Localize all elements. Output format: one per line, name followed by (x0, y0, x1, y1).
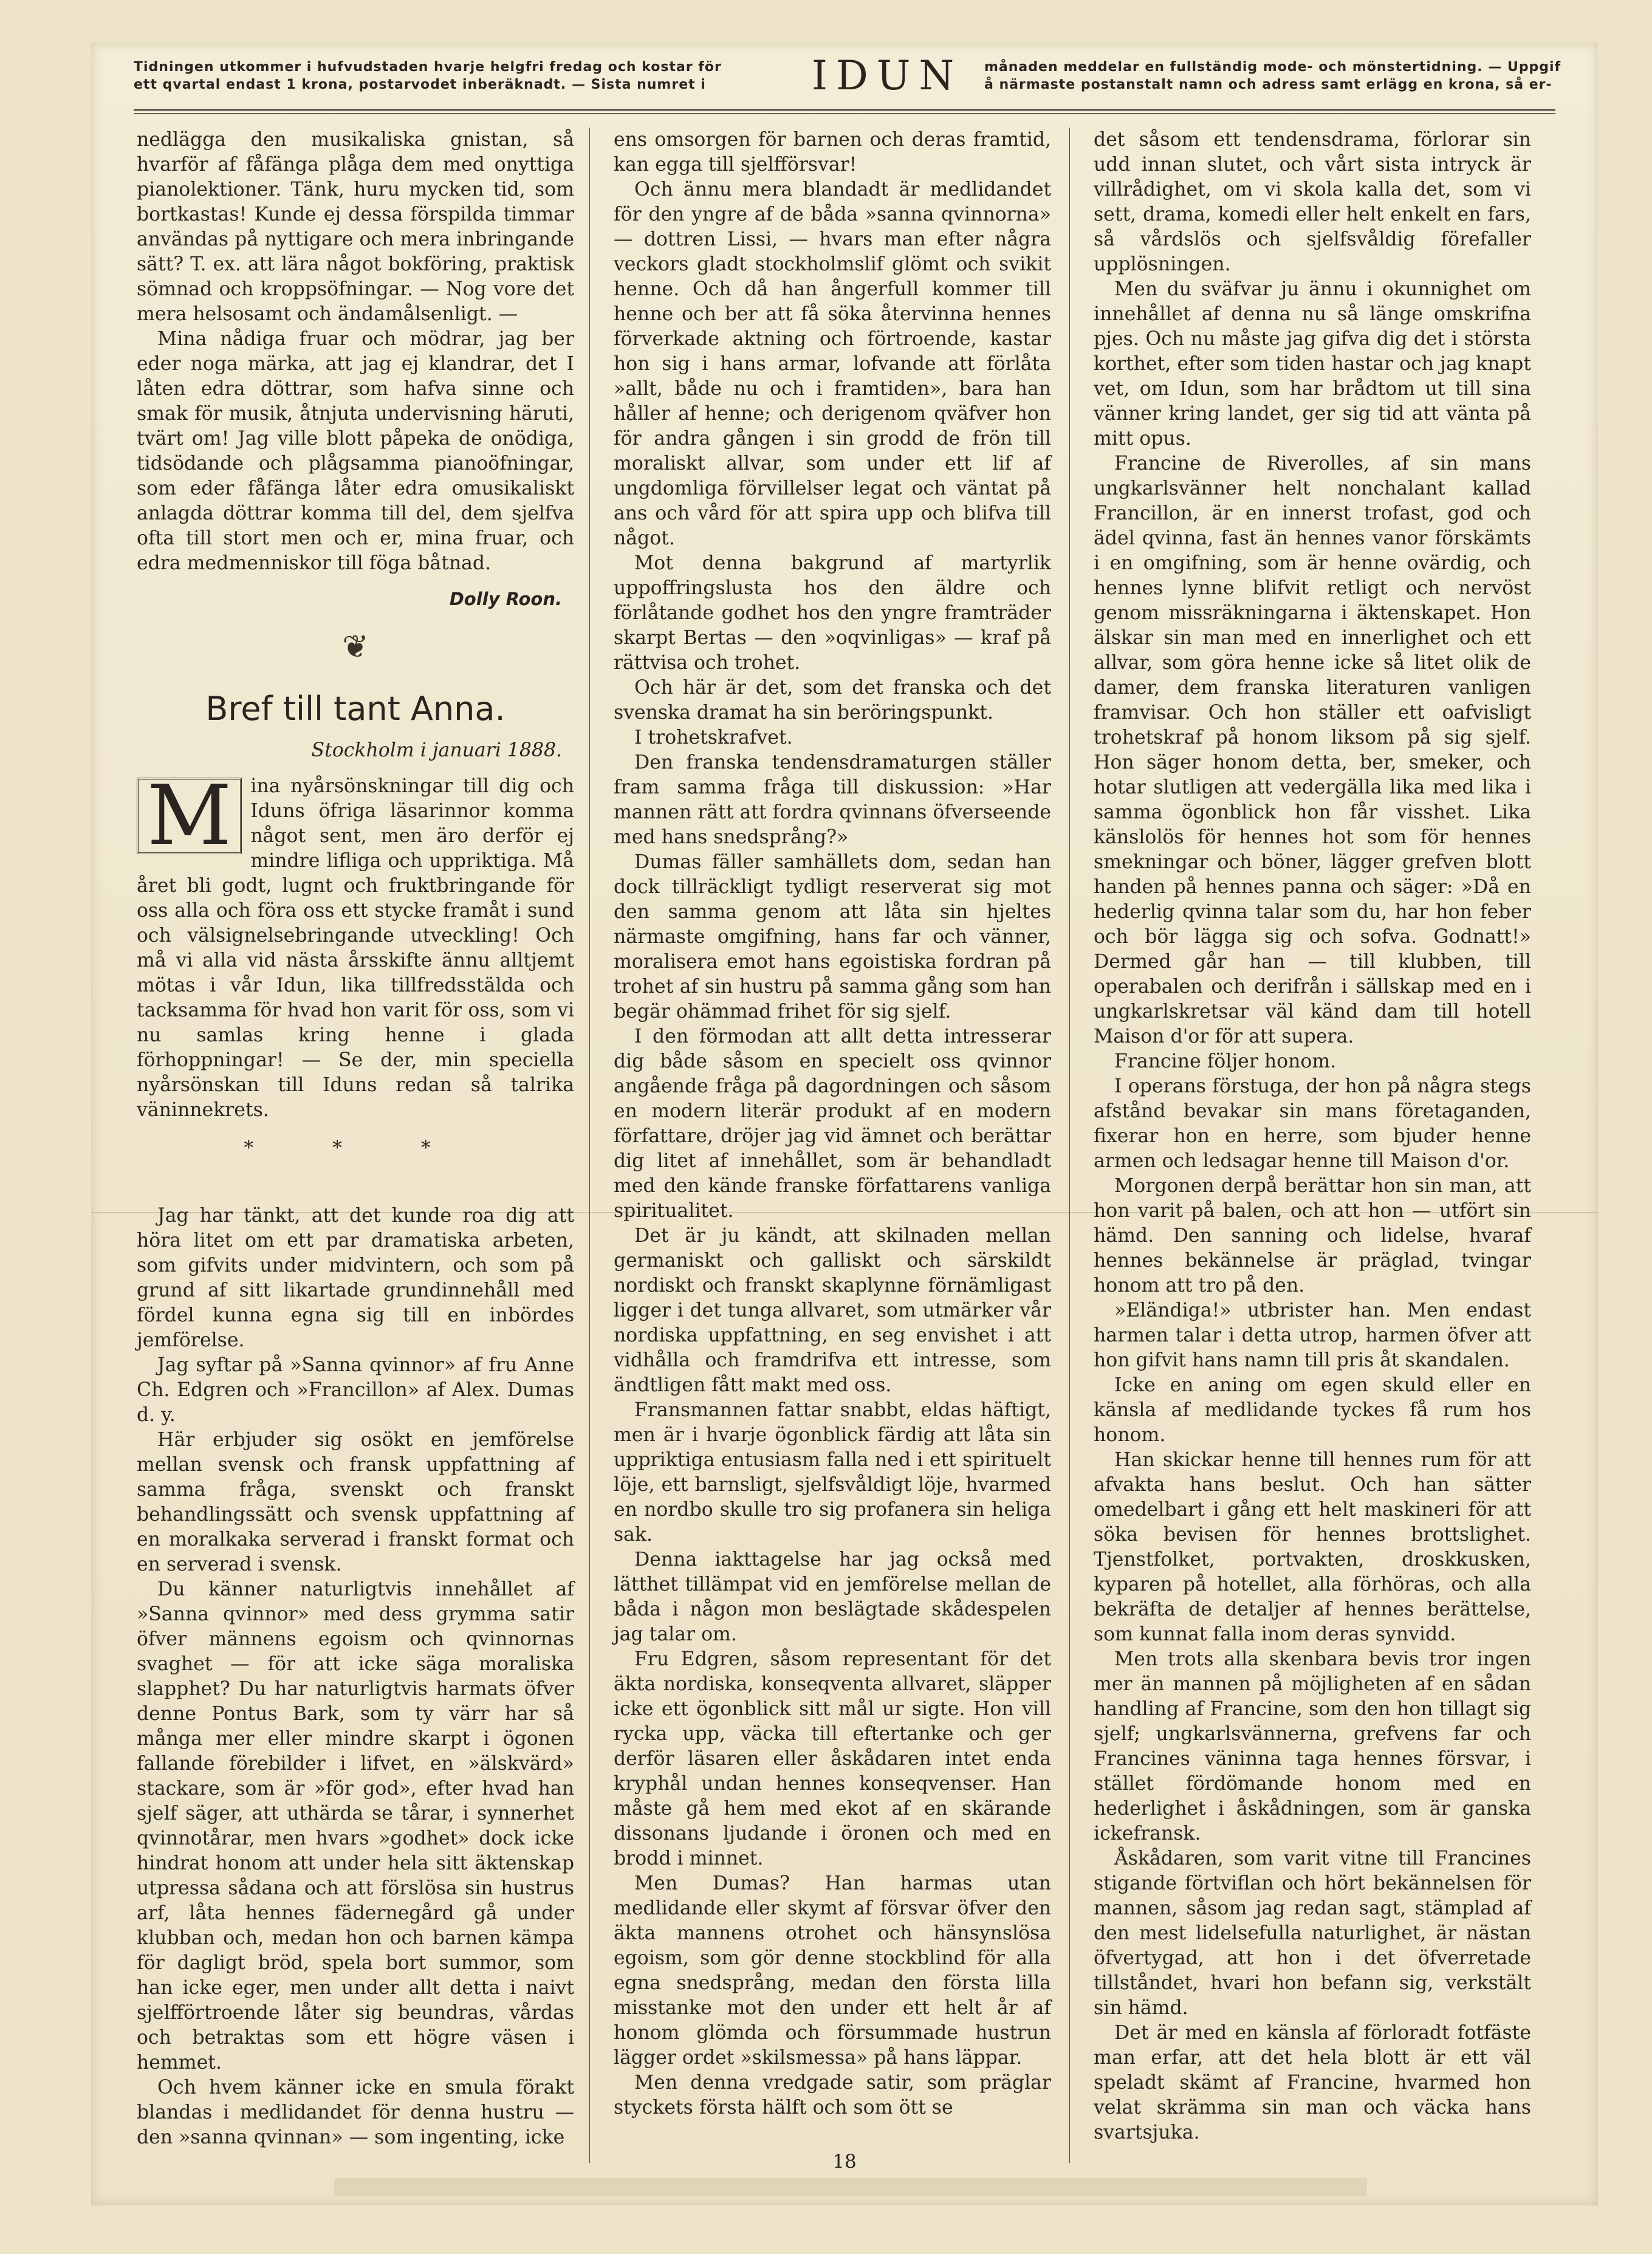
masthead-left-line-1: Tidningen utkommer i hufvudstaden hvarje helgfri fredag och kostar för (134, 60, 722, 75)
bleed-through-band (334, 2178, 1367, 2196)
col2-paragraph-2: Och ännu mera blandadt är medlidandet för den yngre af de båda »sanna qvinnorna» — dottren Lissi, — hvars man efter några veckors gladt stockholmslif glömt och svikit henne. Och då han ångerfull kommer till henne och ber att få söka återvinna hennes förverkade aktning och förtroende, kastar hon sig i hans armar, lofvande att förlåta »allt, både nu och i framtiden», bara han håller af henne; och derigenom qväfver hon för andra gången i sin grodd de frön till moraliskt allvar, som under ett lif af ungdomliga förvillelser legat och väntat på ans och vård för att spira upp och blifva till något. (614, 179, 1051, 549)
newspaper-title: IDUN (811, 52, 963, 99)
col2-paragraph-12: Fru Edgren, såsom representant för det äkta nordiska, konseqventa allvaret, släpper icke ett ögonblick sitt mål ur sigte. Hon vill rycka upp, väcka till eftertanke och ger derför läsaren eller åskådaren intet enda kryphål undan hennes konseqvenser. Han måste gå hem med ekot af en skärande dissonans ljudande i öronen och med en brodd i minnet. (614, 1648, 1051, 1869)
masthead-left-line-2: ett qvartal endast 1 krona, postarvodet inberäknadt. — Sista numret i (134, 77, 706, 92)
col1-paragraph-5: Jag syftar på »Sanna qvinnor» af fru Anne Ch. Edgren och »Francillon» af Alex. Dumas d. y. (137, 1354, 574, 1426)
col3-paragraph-1: det såsom ett tendensdrama, förlorar sin udd innan slutet, och vårt sista intryck är villrådighet, om vi skola kalla det, som vi sett, drama, komedi eller helt enkelt en fars, så vårdslös och sjelfsvåldig förefaller upplösningen. (1094, 129, 1531, 275)
column-1 (137, 128, 574, 2150)
author-signature: Dolly Roon. (449, 589, 562, 609)
section-break-stars: * * * (244, 1137, 467, 1159)
page-number: 18 (832, 2151, 857, 2173)
col3-paragraph-5: I operans förstuga, der hon på några stegs afstånd bevakar sin mans företaganden, fixerar hon en herre, som bjuder henne armen och ledsagar henne till Maison d'or. (1094, 1075, 1531, 1172)
masthead-rule-thin (134, 113, 1555, 114)
col2-paragraph-8: I den förmodan att allt detta intresserar dig både såsom en specielt oss qvinnor angående fråga på dagordningen och såsom en modern literär produkt af en modern författare, dröjer jag vid ämnet och berättar dig litet af innehållet, som är behandladt med den kände franske författarens vanliga spiritualitet. (614, 1026, 1051, 1222)
col2-paragraph-11: Denna iakttagelse har jag också med lätthet tillämpat vid en jemförelse mellan de båda i någon mon beslägtade skådespelen jag talar om. (614, 1549, 1051, 1645)
col2-paragraph-10: Fransmannen fattar snabbt, eldas häftigt, men är i hvarje ögonblick färdig att låta sin uppriktiga entusiasm falla ned i ett spirituelt löje, ett barnsligt, sjelfsvåldigt löje, hvarmed en nordbo skulle tro sig profanera sin heliga sak. (614, 1399, 1051, 1546)
col2-paragraph-4: Och här är det, som det franska och det svenska dramat ha sin beröringspunkt. (614, 677, 1051, 724)
col2-paragraph-3: Mot denna bakgrund af martyrlik uppoffringslusta hos den äldre och förlåtande godhet hos den yngre framträder skarpt Bertas — den »oqvinligas» — kraf på rättvisa och trohet. (614, 552, 1051, 674)
col3-paragraph-11: Åskådaren, som varit vitne till Francines stigande förtviflan och hört bekännelsen för mannen, såsom jag redan sagt, stämplad af den mest lidelsefulla naturlighet, är nästan öfvertygad, att hon i det öfverretade tillståndet, hvari hon befann sig, verkstält sin hämd. (1094, 1848, 1531, 2019)
col1-paragraph-6: Här erbjuder sig osökt en jemförelse mellan svensk och fransk uppfattning af samma fråga, svenskt och franskt behandlingssätt och svensk uppfattning af en moralkaka serverad i franskt format och en serverad i svensk. (137, 1429, 574, 1575)
masthead-right-line-2: å närmaste postanstalt namn och adress samt erlägg en krona, så er- (984, 77, 1552, 92)
masthead-right-notice (984, 58, 1568, 94)
col3-paragraph-12: Det är med en känsla af förloradt fotfäste man erfar, att det hela blott är ett väl speladt skämt af Francine, hvarmed hon velat skrämma sin man och väcka hans svartsjuka. (1094, 2022, 1531, 2143)
col1-paragraph-3-text: ina nyårsönskningar till dig och Iduns öfriga läsarinnor komma något sent, men äro derför ej mindre lifliga och uppriktiga. Må året bli godt, lugnt och fruktbringande för oss alla och föra oss ett stycke framåt i sund och välsignelsebringande utveckling! Och må vi alla vid nästa årsskifte ännu alltjemt mötas i vår Idun, lika tillfredsstälda och tacksamma för hvad hon varit för oss, som vi nu samlas kring henne i glada förhoppningar! — Se der, min speciella nyårsönskan till Iduns redan så talrika väninnekrets. (137, 775, 574, 1121)
col3-paragraph-8: Icke en aning om egen skuld eller en känsla af medlidande tyckes få rum hos honom. (1094, 1374, 1531, 1446)
col3-paragraph-3: Francine de Riverolles, af sin mans ungkarlsvänner helt nonchalant kallad Francillon, är en innerst trofast, god och ädel qvinna, fast än hennes vanor förskämts i en omgifning, som är henne ovärdig, och hennes lynne blifvit retligt och nervöst genom missräkningarna i äktenskapet. Hon älskar sin man med en innerlighet och ett allvar, som göra henne icke så litet olik de damer, dem franska literaturen vanligen framvisar. Och hon ställer ett oafvisligt trohetskraf på honom liksom på sig sjelf. Hon säger honom detta, ber, smeker, och hotar slutligen att vedergälla lika med lika i samma ögonblick hon får visshet. Lika känslolös för hennes hot som för hennes smekningar och böner, lägger grefven blott handen på hennes panna och säger: »Då en hederlig qvinna talar som du, har hon feber och bör lägga sig och sofva. Godnatt!» Dermed går han — till klubben, till operabalen och derifrån i sällskap med en i ungkarlskretsar väl känd dam till hotell Maison d'or för att supera. (1094, 453, 1531, 1047)
column-2 (614, 128, 1051, 2120)
col1-paragraph-1: nedlägga den musikaliska gnistan, så hvarför af fåfänga plåga dem med onyttiga pianolektioner. Tänk, huru mycken tid, som bortkastas! Kunde ej dessa förspilda timmar användas på nyttigare och mera inbringande sätt? T. ex. att lära något bokföring, praktisk sömnad och kroppsöfningar. — Nog vore det mera helsosamt och ändamålsenligt. — (137, 129, 574, 325)
ornament-icon: ❦ (342, 629, 369, 665)
column-divider-1 (589, 128, 590, 2163)
masthead-right-line-1: månaden meddelar en fullständig mode- och mönstertidning. — Uppgif (984, 60, 1561, 75)
drop-cap: M (137, 778, 242, 854)
col3-paragraph-2: Men du sväfvar ju ännu i okunnighet om innehållet af denna nu så länge omskrifna pjes. Och nu måste jag gifva dig det i största korthet, efter som tiden hastar och jag knapt vet, om Idun, som har brådtom ut till sina vänner kring landet, ger sig tid att vänta på mitt opus. (1094, 278, 1531, 450)
article-headline: Bref till tant Anna. (205, 690, 506, 728)
col1-paragraph-2: Mina nådiga fruar och mödrar, jag ber eder noga märka, att jag ej klandrar, det I låten edra döttrar, som hafva sinne och smak för musik, åtnjuta undervisning häruti, tvärt om! Jag ville blott påpeka de onödiga, tidsödande och plågsamma pianoöfningar, som eder fåfänga låter edra omusikaliskt anlagda döttrar komma till del, dem sjelfva ofta till stort men och er, mina fruar, och edra medmenniskor till föga båtnad. (137, 328, 574, 574)
col2-paragraph-13: Men Dumas? Han harmas utan medlidande eller skymt af försvar öfver den äkta mannens otrohet och hänsynslösa egoism, som gör denne stockblind för alla egna snedsprång, medan den första lilla misstanke mot den under ett helt år af honom glömda och försummade hustrun lägger ordet »skilsmessa» på hans läppar. (614, 1872, 1051, 2069)
col1-paragraph-3 (137, 768, 574, 1123)
col3-paragraph-9: Han skickar henne till hennes rum för att afvakta hans beslut. Och han sätter omedelbart i gång ett helt maskineri för att söka bevisen för hennes brottslighet. Tjenstfolket, portvakten, droskkusken, kyparen på hotellet, alla förhöras, och alla bekräfta de detaljer af hennes berättelse, som kunnat falla inom deras synvidd. (1094, 1449, 1531, 1645)
col1-paragraph-4: Jag har tänkt, att det kunde roa dig att höra litet om ett par dramatiska arbeten, som gifvits under midvintern, och som på grund af sitt likartade grundinnehåll med fördel kunna egna sig till en inbördes jemförelse. (137, 1205, 574, 1351)
col1-paragraph-8: Och hvem känner icke en smula förakt blandas i medlidandet för denna hustru — den »sanna qvinnan» — som ingenting, icke (137, 2077, 574, 2148)
col2-paragraph-1: ens omsorgen för barnen och deras framtid, kan egga till sjelfförsvar! (614, 129, 1051, 176)
col2-paragraph-5: I trohetskrafvet. (634, 727, 793, 748)
col2-paragraph-6: Den franska tendensdramaturgen ställer fram samma fråga till diskussion: »Har mannen rätt att fordra qvinnans öfverseende med hans snedsprång?» (614, 752, 1051, 848)
col2-paragraph-7: Dumas fäller samhällets dom, sedan han dock tillräckligt tydligt reserverat sig mot den samma genom att låta sin hjeltes närmaste omgifning, hans far och vänner, moralisera emot hans egoistiska fordran på trohet af sin hustru på samma gång som han begär ohämmad frihet för sig sjelf. (614, 851, 1051, 1023)
column-divider-2 (1069, 128, 1070, 2163)
article-dateline: Stockholm i januari 1888. (311, 739, 562, 761)
col3-paragraph-10: Men trots alla skenbara bevis tror ingen mer än mannen på möjligheten af en sådan handling af Francine, som den hon tillagt sig sjelf; ungkarlsvännerna, grefvens far och Francines väninna taga hennes försvar, i stället fördömande honom med en hederlighet i åskådningen, som är ganska ickefransk. (1094, 1648, 1531, 1845)
col2-paragraph-9: Det är ju kändt, att skilnaden mellan germaniskt och galliskt och särskildt nordiskt och franskt skaplynne förnämligast ligger i det tunga allvaret, som utmärker vår nordiska uppfattning, en seg envishet i att vidhålla och framdrifva ett intresse, som ändtligen fått makt med oss. (614, 1225, 1051, 1396)
masthead (134, 52, 1561, 107)
masthead-rule (134, 109, 1555, 111)
newspaper-page (91, 43, 1598, 2205)
col3-paragraph-7: »Eländiga!» utbrister han. Men endast harmen talar i detta utrop, harmen öfver att hon gifvit hans namn till pris åt skandalen. (1094, 1300, 1531, 1371)
column-3 (1094, 128, 1531, 2145)
col2-paragraph-14: Men denna vredgade satir, som präglar styckets första hälft och som ött se (614, 2072, 1051, 2119)
masthead-left-notice (134, 58, 741, 94)
col3-paragraph-4: Francine följer honom. (1114, 1050, 1337, 1072)
col1-paragraph-7: Du känner naturligtvis innehållet af »Sanna qvinnor» med dess grymma satir öfver männens egoism och qvinnornas svaghet — för att icke säga moraliska slapphet? Du har naturligtvis harmats öfver denne Pontus Bark, som ty värr har så många mer eller mindre skarpt i ögonen fallande förebilder i lifvet, en »älskvärd» stackare, som är »för god», efter hvad han sjelf säger, att uthärda se tårar, i synnerhet qvinnotårar, men hvars »godhet» dock icke hindrat honom att under hela sitt äktenskap utpressa sådana och att förslösa sin hustrus arf, låta hennes fädernegård gå under klubban och, medan hon och barnen kämpa för dagligt bröd, spela bort summor, som han icke eger, men under allt detta i naivt sjelfförtroende låter sig beundras, vårdas och betraktas som ett högre väsen i hemmet. (137, 1578, 574, 2074)
col3-paragraph-6: Morgonen derpå berättar hon sin man, att hon varit på balen, och att hon — utfört sin hämd. Den sanning och lidelse, hvaraf hennes bekännelse är präglad, tvingar honom att tro på den. (1094, 1175, 1531, 1297)
